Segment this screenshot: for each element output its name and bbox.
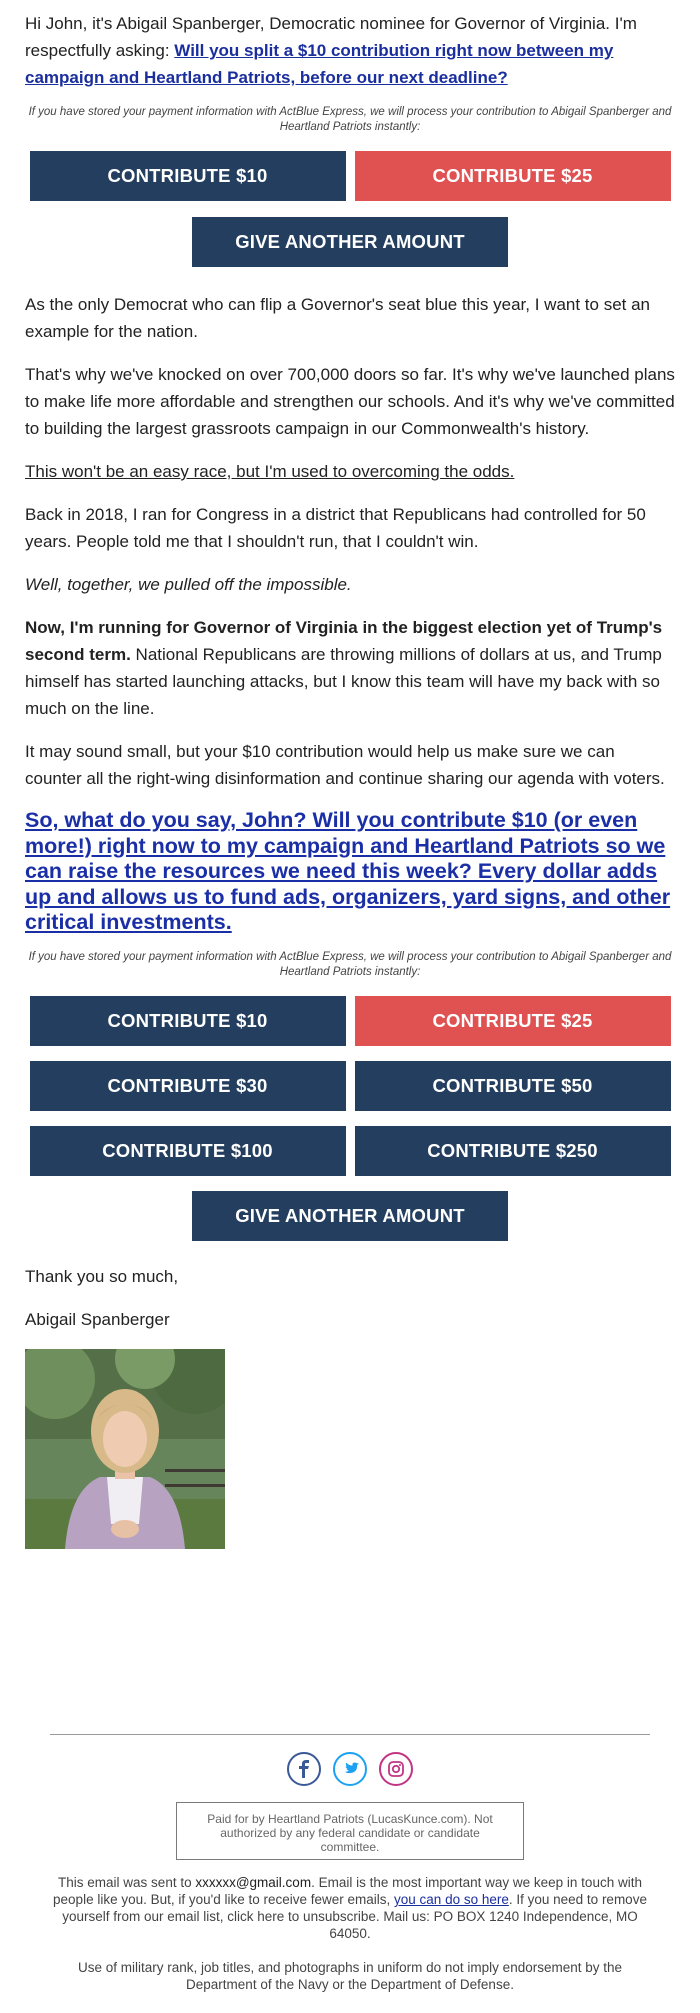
footer-sent-mid: . Email is the most important way we keep in touch with people like you. But, if you'd like to receive fewer emails, (53, 1875, 642, 1907)
footer-sent-prefix: This email was sent to (58, 1875, 196, 1890)
give-another-amount-button[interactable]: GIVE ANOTHER AMOUNT (192, 217, 508, 267)
signoff-name: Abigail Spanberger (25, 1309, 170, 1329)
intro-ask-link[interactable]: Will you split a $10 contribution right now between my campaign and Heartland Patriots, before our next deadline? (25, 41, 614, 87)
top-button-row (25, 151, 675, 201)
express-note-bottom: If you have stored your payment information with ActBlue Express, we will process your contribution to Abigail Spanberger and Heartland Patriots instantly: (28, 950, 672, 978)
candidate-photo (25, 1349, 225, 1549)
footer-sent-suffix: . If you need to remove yourself from our email list, click here to unsubscribe. Mail us: PO BOX 1240 Independence, MO 64050. (62, 1892, 647, 1941)
express-note-top: If you have stored your payment information with ActBlue Express, we will process your contribution to Abigail Spanberger and Heartland Patriots instantly: (28, 106, 672, 133)
bottom-other-row (25, 1191, 675, 1241)
governor-rest-text: National Republicans are throwing millions of dollars at us, and Trump himself has started launching attacks, but I know this team will have my back with so much on the line. (25, 645, 662, 718)
candidate-portrait-illustration (25, 1349, 225, 1549)
paid-for-disclaimer: Paid for by Heartland Patriots (LucasKunce.com). Not authorized by any federal candidate or candidate committee. (176, 1802, 524, 1860)
paragraph-2018: Back in 2018, I ran for Congress in a district that Republicans had controlled for 50 years. People told me that I shouldn't run, that I couldn't win. (25, 505, 646, 551)
contribute-100-button[interactable]: CONTRIBUTE $100 (30, 1126, 346, 1176)
contribute-30-button[interactable]: CONTRIBUTE $30 (30, 1061, 346, 1111)
contribute-10-button[interactable]: CONTRIBUTE $10 (30, 151, 346, 201)
bottom-button-row-2 (25, 1061, 675, 1111)
intro-text: Hi John, it's Abigail Spanberger, Democratic nominee for Governor of Virginia. I'm respectfully asking: (25, 14, 637, 60)
recipient-email: xxxxxx@gmail.com (195, 1875, 312, 1890)
big-ask-link[interactable]: So, what do you say, John? Will you contribute $10 (or even more!) right now to my campaign and Heartland Patriots so we can raise the resources we need this week? Every dollar adds up and allows us to fund ads, organizers, yard signs, and other critical investments. (25, 808, 671, 934)
bottom-button-row-1 (25, 996, 675, 1046)
contribute-250-button[interactable]: CONTRIBUTE $250 (355, 1126, 671, 1176)
footer-divider (50, 1734, 650, 1735)
paragraph-impossible: Well, together, we pulled off the impossible. (25, 575, 352, 594)
paragraph-governor (25, 614, 675, 722)
contribute-25-button[interactable]: CONTRIBUTE $25 (355, 151, 671, 201)
signoff-thanks: Thank you so much, (25, 1266, 179, 1286)
twitter-icon[interactable] (333, 1752, 367, 1786)
bottom-button-row-3 (25, 1126, 675, 1176)
paragraph-flip-seat: As the only Democrat who can flip a Governor's seat blue this year, I want to set an example for the nation. (25, 295, 651, 341)
fewer-emails-link[interactable]: you can do so here (394, 1892, 509, 1907)
footer-email-notice (50, 1874, 650, 1942)
facebook-icon[interactable] (287, 1752, 321, 1786)
intro-paragraph (25, 10, 675, 91)
paragraph-easy-race: This won't be an easy race, but I'm used to overcoming the odds. (25, 462, 515, 481)
social-links (0, 1752, 700, 1786)
instagram-icon[interactable] (379, 1752, 413, 1786)
paragraph-ten-dollars: It may sound small, but your $10 contribution would help us make sure we can counter all the right-wing disinformation and continue sharing our agenda with voters. (25, 742, 665, 788)
contribute-10-button-bottom[interactable]: CONTRIBUTE $10 (30, 996, 346, 1046)
contribute-25-button-bottom[interactable]: CONTRIBUTE $25 (355, 996, 671, 1046)
footer-text (50, 1874, 650, 1993)
contribute-50-button[interactable]: CONTRIBUTE $50 (355, 1061, 671, 1111)
top-other-row (25, 217, 675, 267)
paragraph-doors: That's why we've knocked on over 700,000 doors so far. It's why we've launched plans to make life more affordable and strengthen our schools. And it's why we've committed to building the largest grassroots campaign in our Commonwealth's history. (25, 365, 675, 438)
footer-military-disclaimer: Use of military rank, job titles, and photographs in uniform do not imply endorsement by the Department of the Navy or the Department of Defense. (77, 1960, 623, 1992)
governor-bold-text: Now, I'm running for Governor of Virginia in the biggest election yet of Trump's second term. (25, 618, 663, 664)
give-another-amount-button-bottom[interactable]: GIVE ANOTHER AMOUNT (192, 1191, 508, 1241)
